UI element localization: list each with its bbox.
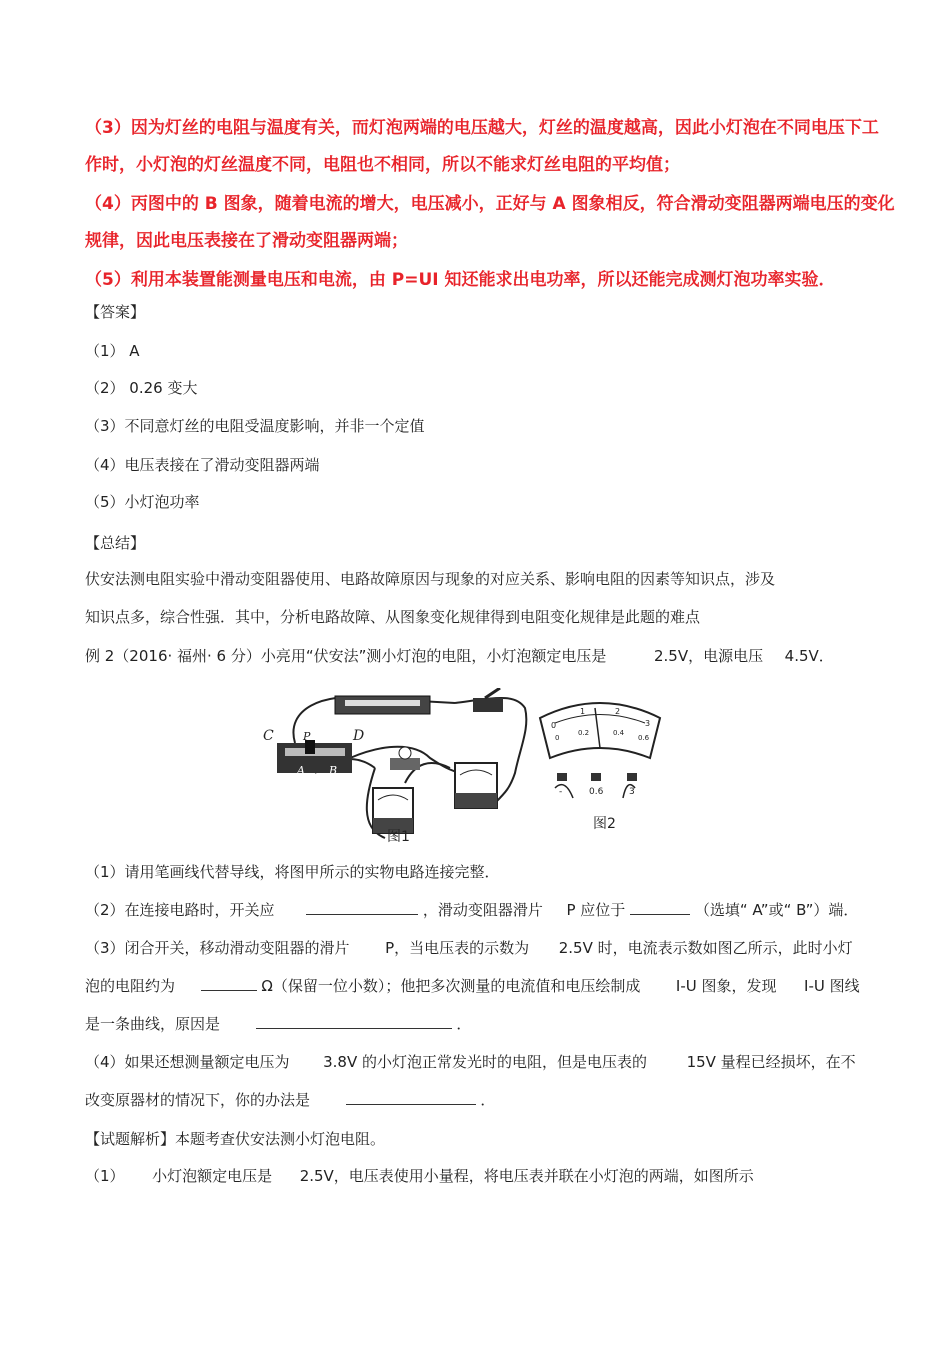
q3-text-i: ．: [456, 1015, 472, 1033]
solution-s1-c: 2.5V，电压表使用小量程，将电压表并联在小灯泡的两端，如图所示: [299, 1167, 754, 1185]
summary-line-2: 知识点多，综合性强．其中，分析电路故障、从图象变化规律得到电阻变化规律是此题的难点: [85, 608, 701, 626]
label-d: D: [353, 728, 365, 744]
label-a: A: [297, 764, 305, 777]
answer-item: （1） A: [85, 342, 140, 360]
q3-text-f: I-U 图象，发现: [675, 977, 777, 995]
q3-text-b: P，当电压表的示数为: [385, 939, 530, 957]
question-3-line-1: [85, 938, 853, 958]
switch: [473, 698, 503, 712]
solution-s1-a: （1）: [85, 1167, 125, 1185]
dial-top-2: 2: [615, 707, 621, 716]
example-intro: [85, 646, 834, 666]
question-3-line-3: [85, 1014, 471, 1034]
analysis-line-4: 规律，因此电压表接在了滑动变阻器两端；: [85, 231, 408, 251]
ammeter-dial: [540, 703, 660, 758]
q3-text-h: 是一条曲线，原因是: [85, 1015, 221, 1033]
q3-text-g: I-U 图线: [804, 977, 860, 995]
figure-2-caption: 图2: [593, 816, 616, 832]
answer-item: （2） 0.26 变大: [85, 379, 198, 397]
solution-line-1: [85, 1166, 754, 1186]
dial-top-3: 3: [645, 719, 651, 728]
ammeter: [455, 763, 497, 808]
q4-text-b: 3.8V 的小灯泡正常发光时的电阻，但是电压表的: [323, 1053, 647, 1071]
answer-heading: 【答案】: [85, 303, 146, 321]
summary-line-1: 伏安法测电阻实验中滑动变阻器使用、电路故障原因与现象的对应关系、影响电阻的因素等知识点，涉及: [85, 570, 776, 588]
rheostat: [277, 740, 352, 773]
question-3-line-2: [85, 976, 860, 996]
dial-bottom-2: 0.4: [613, 729, 625, 737]
circuit-figure: [255, 688, 685, 848]
label-b: B: [329, 764, 338, 777]
dial-top-1: 1: [580, 707, 586, 716]
question-4-line-1: [85, 1052, 856, 1072]
q2-text-a: （2）在连接电路时，开关应: [85, 901, 275, 919]
analysis-line-2: 作时，小灯泡的灯丝温度不同，电阻也不相同，所以不能求灯丝电阻的平均值；: [85, 155, 680, 175]
q2-text-b: ，滑动变阻器滑片: [422, 901, 543, 919]
q4-blank-method[interactable]: [346, 1090, 476, 1105]
label-p: P: [303, 730, 311, 743]
q3-text-a: （3）闭合开关，移动滑动变阻器的滑片: [85, 939, 350, 957]
analysis-line-5: （5）利用本装置能测量电压和电流，由 P=UI 知还能求出电功率，所以还能完成测灯泡功率实验．: [85, 270, 836, 290]
q2-blank-switch[interactable]: [306, 900, 418, 915]
q3-text-d: 泡的电阻约为: [85, 977, 176, 995]
answer-item: （3）不同意灯丝的电阻受温度影响，并非一个定值: [85, 417, 425, 435]
summary-heading: 【总结】: [85, 534, 146, 552]
solution-heading: 【试题解析】本题考查伏安法测小灯泡电阻。: [85, 1130, 386, 1148]
terminal-3: 3: [629, 787, 635, 797]
dial-bottom-0: 0: [555, 734, 560, 742]
answer-item: （5）小灯泡功率: [85, 493, 200, 511]
q4-text-d: 改变原器材的情况下，你的办法是: [85, 1091, 311, 1109]
bulb: [390, 747, 420, 770]
analysis-line-1: （3）因为灯丝的电阻与温度有关，而灯泡两端的电压越大，灯丝的温度越高，因此小灯泡在不同电压下工: [85, 118, 879, 138]
analysis-line-3: （4）丙图中的 B 图象，随着电流的增大，电压减小，正好与 A 图象相反，符合滑动变阻器两端电压的变化: [85, 194, 895, 214]
q3-blank-reason[interactable]: [256, 1014, 452, 1029]
q4-text-e: ．: [480, 1091, 496, 1109]
dial-bottom-1: 0.2: [578, 729, 590, 737]
q2-text-d: （选填“ A”或“ B”）端．: [694, 901, 859, 919]
solution-s1-b: 小灯泡额定电压是: [152, 1167, 273, 1185]
question-4-line-2: [85, 1090, 495, 1110]
q2-text-c: P 应位于: [566, 901, 626, 919]
q3-blank-resistance[interactable]: [201, 976, 257, 991]
answer-item: （4）电压表接在了滑动变阻器两端: [85, 456, 320, 474]
q4-text-c: 15V 量程已经损坏，在不: [686, 1053, 856, 1071]
label-c: C: [263, 728, 274, 744]
figure-1-caption: 图1: [387, 829, 410, 845]
dial-top-0: 0: [551, 721, 557, 730]
terminal-0-6: 0.6: [589, 787, 604, 797]
q3-text-c: 2.5V 时，电流表示数如图乙所示，此时小灯: [558, 939, 853, 957]
example-rated-voltage: 2.5V，电源电压: [653, 647, 764, 665]
q2-blank-end[interactable]: [630, 900, 690, 915]
voltmeter: [373, 788, 413, 833]
dial-bottom-3: 0.6: [638, 734, 650, 742]
terminal-minus: -: [559, 787, 563, 797]
example-intro-text: 例 2（2016· 福州· 6 分）小亮用“伏安法”测小灯泡的电阻，小灯泡额定电压是: [85, 647, 607, 665]
q3-text-e: Ω（保留一位小数）；他把多次测量的电流值和电压绘制成: [261, 977, 641, 995]
question-2: [85, 900, 858, 920]
example-source-voltage: 4.5V．: [784, 647, 834, 665]
question-1: （1）请用笔画线代替导线，将图甲所示的实物电路连接完整．: [85, 863, 500, 881]
q4-text-a: （4）如果还想测量额定电压为: [85, 1053, 290, 1071]
